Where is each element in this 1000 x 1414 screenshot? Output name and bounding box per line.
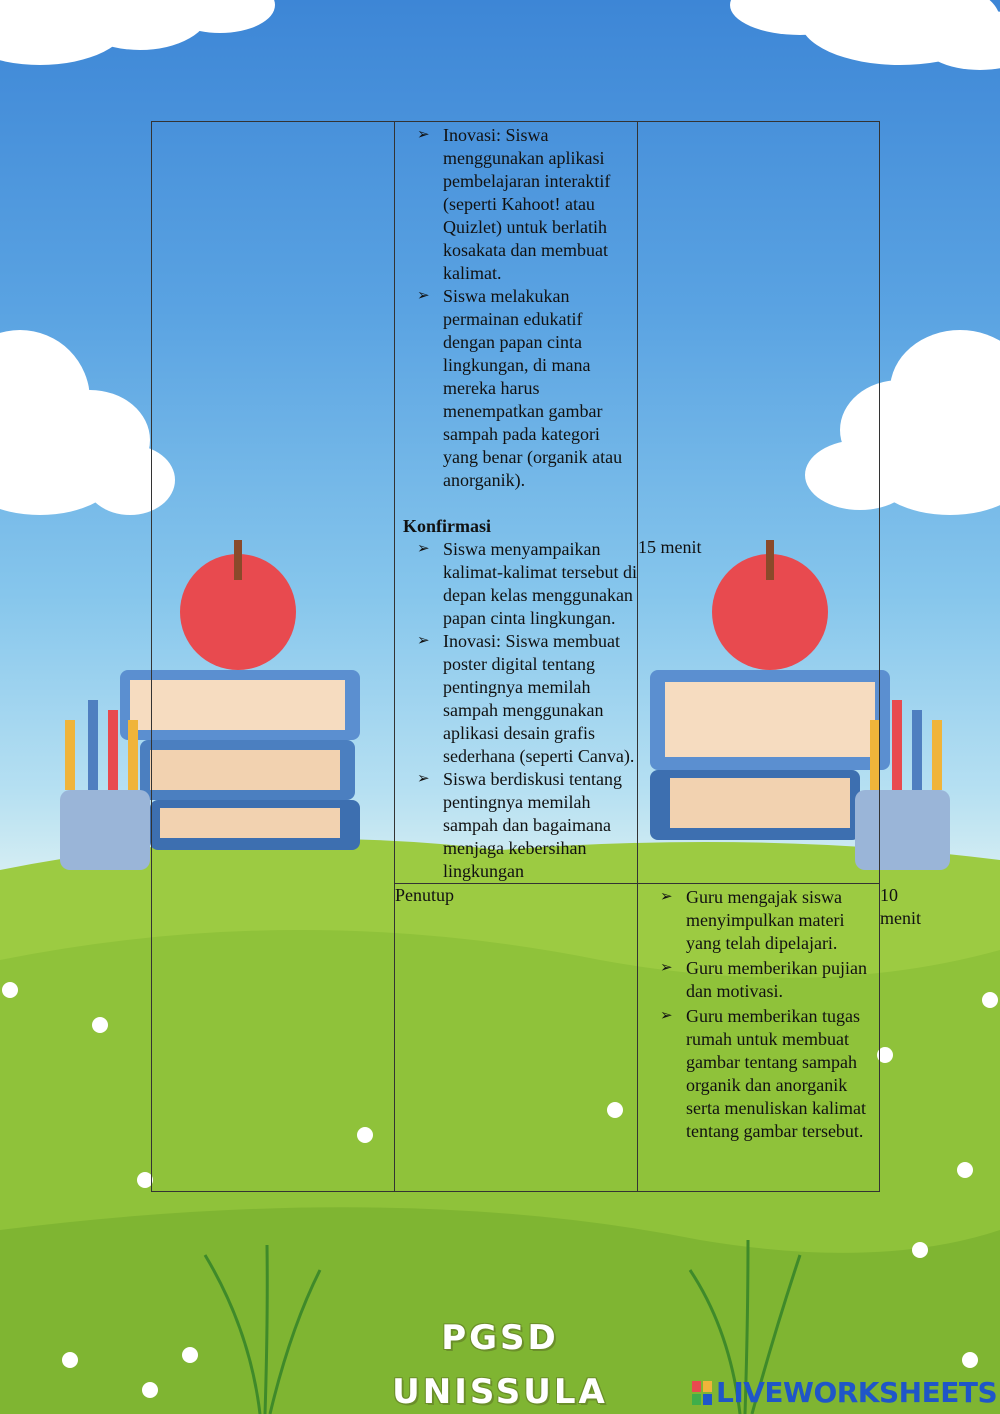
arrow-bullet-icon: ➢ [417,633,430,649]
activity-list [638,886,879,1143]
activity-text: Siswa berdiskusi tentang pentingnya memilah sampah dan bagaimana menjaga kebersihan lingkungan [443,769,622,881]
list-item [417,538,637,630]
liveworksheets-brand[interactable] [692,1376,997,1409]
arrow-bullet-icon: ➢ [660,960,673,976]
arrow-bullet-icon: ➢ [660,1008,673,1024]
list-item [417,285,637,492]
list-item [417,630,637,768]
activity-cell [638,884,880,1192]
activity-text: Guru mengajak siswa menyimpulkan materi yang telah dipelajari. [686,887,845,953]
activity-text: Inovasi: Siswa membuat poster digital tentang pentingnya memilah sampah menggunakan aplikasi desain grafis sederhana (seperti Canva). [443,631,635,766]
liveworksheets-logo-icon [692,1381,712,1405]
activity-text: Guru memberikan pujian dan motivasi. [686,958,867,1001]
arrow-bullet-icon: ➢ [417,127,430,143]
activity-text: Siswa melakukan permainan edukatif dengan papan cinta lingkungan, di mana mereka harus menempatkan gambar sampah pada kategori yang benar (organik atau anorganik). [443,286,623,490]
footer-title-line2: UNISSULA [392,1372,608,1412]
list-item [660,1005,879,1143]
list-item [660,957,879,1003]
list-item [660,886,879,955]
time-value: 15 menit [638,537,702,557]
arrow-bullet-icon: ➢ [417,771,430,787]
arrow-bullet-icon: ➢ [660,889,673,905]
cloud-top-left [0,0,275,65]
activity-text: Siswa menyampaikan kalimat-kalimat tersebut di depan kelas menggunakan papan cinta lingkungan. [443,539,637,628]
lesson-plan-table [151,121,880,1192]
cloud-top-right [730,0,1000,70]
table-row [152,122,880,884]
phase-cell [152,122,395,1192]
activity-list [395,538,637,883]
activity-list [395,124,637,492]
footer-title-line1: PGSD [441,1318,559,1358]
list-item [417,124,637,285]
section-heading-konfirmasi: Konfirmasi [403,516,491,536]
brand-name: LIVEWORKSHEETS [716,1376,998,1409]
activity-cell [395,122,638,884]
arrow-bullet-icon: ➢ [417,288,430,304]
activity-text: Inovasi: Siswa menggunakan aplikasi pembelajaran interaktif (seperti Kahoot! atau Quizlet) untuk berlatih kosakata dan membuat kalimat. [443,125,611,283]
activity-text: Guru memberikan tugas rumah untuk membuat gambar tentang sampah organik dan anorganik serta menuliskan kalimat tentang gambar tersebut. [686,1006,866,1141]
phase-cell: Penutup [395,884,638,1192]
list-item [417,768,637,883]
cloud-left [0,330,175,515]
time-cell [638,122,880,884]
arrow-bullet-icon: ➢ [417,541,430,557]
